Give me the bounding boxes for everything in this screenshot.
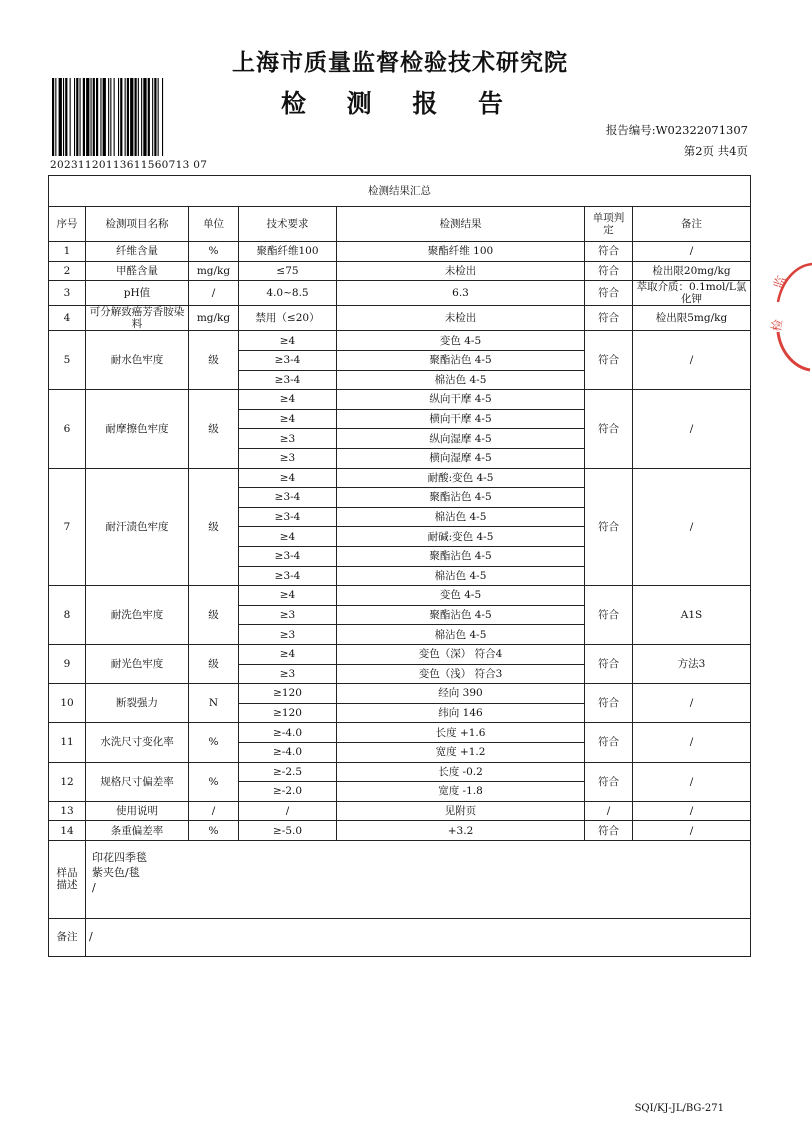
row-note: /: [633, 684, 751, 723]
seal-stamp: [769, 262, 812, 372]
header-requirement: 技术要求: [239, 207, 337, 242]
row-seq: 5: [49, 331, 86, 390]
barcode-bar: [91, 78, 92, 156]
table-row: [49, 331, 751, 351]
seal-text-2: 检: [769, 318, 786, 333]
remark-value: /: [86, 918, 751, 956]
barcode-bar: [130, 78, 133, 156]
barcode-bar: [148, 78, 150, 156]
row-note: 萃取介质：0.1mol/L氯化钾: [633, 281, 751, 306]
row-judgement: 符合: [585, 684, 633, 723]
barcode-bar: [96, 78, 98, 156]
row-requirement: ≥4: [239, 390, 337, 410]
row-requirement: ≥4: [239, 331, 337, 351]
table-row: [49, 762, 751, 782]
remark-label: 备注: [49, 918, 86, 956]
barcode-bar: [135, 78, 137, 156]
barcode-bar: [158, 78, 159, 156]
barcode-bar: [74, 78, 75, 156]
row-note: /: [633, 390, 751, 468]
row-result: 耐酸:变色 4-5: [337, 468, 585, 488]
table-row: [49, 586, 751, 606]
barcode-bar: [118, 78, 119, 156]
row-seq: 1: [49, 242, 86, 262]
row-result: 变色 4-5: [337, 586, 585, 606]
barcode-bar: [127, 78, 129, 156]
row-result: 宽度 +1.2: [337, 742, 585, 762]
table-row: [49, 390, 751, 410]
row-result: 横向湿摩 4-5: [337, 449, 585, 469]
row-requirement: ≥-4.0: [239, 723, 337, 743]
row-requirement: ≥3-4: [239, 546, 337, 566]
row-result: 纵向干摩 4-5: [337, 390, 585, 410]
row-requirement: ≥120: [239, 684, 337, 704]
row-unit: %: [189, 821, 239, 841]
row-note: /: [633, 242, 751, 262]
row-requirement: ≥3-4: [239, 566, 337, 586]
row-note: /: [633, 468, 751, 586]
row-seq: 11: [49, 723, 86, 762]
row-requirement: ≥3: [239, 429, 337, 449]
barcode-bar: [138, 78, 139, 156]
row-requirement: ≥3-4: [239, 507, 337, 527]
sample-description: [86, 840, 751, 918]
row-note: /: [633, 723, 751, 762]
row-requirement: ≥120: [239, 703, 337, 723]
table-row: [49, 644, 751, 664]
table-header-row: [49, 207, 751, 242]
row-unit: /: [189, 281, 239, 306]
row-note: /: [633, 762, 751, 801]
row-unit: /: [189, 801, 239, 821]
row-result: 棉沾色 4-5: [337, 625, 585, 645]
table-caption-row: [49, 176, 751, 207]
row-requirement: ≥3: [239, 664, 337, 684]
row-result: 宽度 -1.8: [337, 782, 585, 802]
barcode-bar: [162, 78, 163, 156]
row-item-name: 耐摩擦色牢度: [86, 390, 189, 468]
row-note: 方法3: [633, 644, 751, 683]
table-row: [49, 821, 751, 841]
row-requirement: 禁用（≤20）: [239, 306, 337, 331]
barcode-bar: [120, 78, 122, 156]
row-seq: 13: [49, 801, 86, 821]
row-item-name: 耐洗色牢度: [86, 586, 189, 645]
row-seq: 3: [49, 281, 86, 306]
row-result: 经向 390: [337, 684, 585, 704]
barcode-bar: [55, 78, 56, 156]
row-seq: 7: [49, 468, 86, 586]
organization-name: 上海市质量监督检验技术研究院: [232, 50, 568, 76]
barcode-bar: [86, 78, 89, 156]
page-info: 第2页 共4页: [683, 144, 748, 158]
row-requirement: ≥4: [239, 586, 337, 606]
header-result: 检测结果: [337, 207, 585, 242]
row-unit: 级: [189, 468, 239, 586]
row-seq: 8: [49, 586, 86, 645]
row-seq: 14: [49, 821, 86, 841]
barcode-bar: [76, 78, 78, 156]
row-item-name: 耐水色牢度: [86, 331, 189, 390]
row-result: 棉沾色 4-5: [337, 507, 585, 527]
header-judgement: 单项判定: [585, 207, 633, 242]
row-requirement: ≥3-4: [239, 351, 337, 371]
barcode-bar: [83, 78, 85, 156]
row-unit: mg/kg: [189, 306, 239, 331]
barcode-bar: [143, 78, 146, 156]
table-row: [49, 684, 751, 704]
barcode-bar: [114, 78, 115, 156]
seal-arc-bottom: [778, 332, 810, 370]
row-judgement: 符合: [585, 390, 633, 468]
header-seq: 序号: [49, 207, 86, 242]
row-unit: %: [189, 762, 239, 801]
row-requirement: /: [239, 801, 337, 821]
row-judgement: 符合: [585, 723, 633, 762]
row-requirement: ≥3: [239, 605, 337, 625]
row-unit: mg/kg: [189, 261, 239, 281]
row-unit: N: [189, 684, 239, 723]
remark-row: [49, 918, 751, 956]
row-unit: 级: [189, 586, 239, 645]
row-requirement: ≥3-4: [239, 370, 337, 390]
sample-description-line: 印花四季毯: [92, 850, 147, 864]
row-requirement: ≥3: [239, 449, 337, 469]
header-note: 备注: [633, 207, 751, 242]
sample-description-line: /: [92, 880, 96, 894]
row-requirement: ≤75: [239, 261, 337, 281]
results-table: [48, 175, 751, 957]
row-requirement: ≥4: [239, 527, 337, 547]
row-requirement: ≥3-4: [239, 488, 337, 508]
row-requirement: ≥-4.0: [239, 742, 337, 762]
table-row: [49, 261, 751, 281]
barcode-bar: [108, 78, 109, 156]
row-result: 见附页: [337, 801, 585, 821]
row-item-name: 可分解致癌芳香胺染料: [86, 306, 189, 331]
row-result: 聚酯沾色 4-5: [337, 605, 585, 625]
row-result: 纬向 146: [337, 703, 585, 723]
row-judgement: 符合: [585, 762, 633, 801]
row-unit: 级: [189, 390, 239, 468]
table-row: [49, 801, 751, 821]
row-item-name: 条重偏差率: [86, 821, 189, 841]
sample-description-line: 紫夹色/毯: [92, 865, 140, 879]
row-item-name: 规格尺寸偏差率: [86, 762, 189, 801]
sample-label: 样品描述: [49, 840, 86, 918]
row-unit: 级: [189, 331, 239, 390]
row-item-name: 甲醛含量: [86, 261, 189, 281]
row-seq: 4: [49, 306, 86, 331]
barcode-bar: [125, 78, 126, 156]
row-item-name: 耐汗渍色牢度: [86, 468, 189, 586]
row-item-name: 耐光色牢度: [86, 644, 189, 683]
row-seq: 9: [49, 644, 86, 683]
barcode-number: 20231120113611560713 07: [50, 159, 208, 171]
barcode-bar: [152, 78, 153, 156]
row-requirement: ≥3: [239, 625, 337, 645]
row-unit: %: [189, 723, 239, 762]
row-seq: 12: [49, 762, 86, 801]
row-result: 长度 -0.2: [337, 762, 585, 782]
table-row: [49, 281, 751, 306]
row-judgement: 符合: [585, 242, 633, 262]
row-result: 长度 +1.6: [337, 723, 585, 743]
table-row: [49, 242, 751, 262]
row-judgement: 符合: [585, 281, 633, 306]
row-seq: 10: [49, 684, 86, 723]
row-result: 横向干摩 4-5: [337, 409, 585, 429]
row-result: 变色（浅） 符合3: [337, 664, 585, 684]
row-judgement: /: [585, 801, 633, 821]
row-judgement: 符合: [585, 644, 633, 683]
row-result: +3.2: [337, 821, 585, 841]
barcode-bar: [100, 78, 101, 156]
row-note: /: [633, 331, 751, 390]
row-result: 变色 4-5: [337, 331, 585, 351]
row-judgement: 符合: [585, 261, 633, 281]
barcode-bar: [65, 78, 67, 156]
row-note: A1S: [633, 586, 751, 645]
sample-description-row: [49, 840, 751, 918]
header-unit: 单位: [189, 207, 239, 242]
table-row: [49, 723, 751, 743]
row-result: 聚酯沾色 4-5: [337, 546, 585, 566]
row-result: 纵向湿摩 4-5: [337, 429, 585, 449]
row-result: 未检出: [337, 261, 585, 281]
row-requirement: ≥-2.5: [239, 762, 337, 782]
row-item-name: 使用说明: [86, 801, 189, 821]
table-row: [49, 468, 751, 488]
row-seq: 2: [49, 261, 86, 281]
row-result: 未检出: [337, 306, 585, 331]
row-unit: %: [189, 242, 239, 262]
row-judgement: 符合: [585, 468, 633, 586]
header-item: 检测项目名称: [86, 207, 189, 242]
table-row: [49, 306, 751, 331]
row-unit: 级: [189, 644, 239, 683]
row-requirement: ≥4: [239, 468, 337, 488]
row-result: 6.3: [337, 281, 585, 306]
row-item-name: 纤维含量: [86, 242, 189, 262]
barcode-bar: [110, 78, 111, 156]
barcode-bar: [93, 78, 95, 156]
row-requirement: 聚酯纤维100: [239, 242, 337, 262]
barcode-bar: [154, 78, 156, 156]
row-result: 棉沾色 4-5: [337, 566, 585, 586]
row-judgement: 符合: [585, 586, 633, 645]
row-judgement: 符合: [585, 821, 633, 841]
barcode-bar: [80, 78, 81, 156]
row-judgement: 符合: [585, 306, 633, 331]
barcode-bar: [59, 78, 62, 156]
row-item-name: pH值: [86, 281, 189, 306]
row-note: /: [633, 801, 751, 821]
row-item-name: 水洗尺寸变化率: [86, 723, 189, 762]
form-code: SQI/KJ-JL/BG-271: [634, 1103, 724, 1114]
barcode: [52, 78, 200, 156]
row-result: 变色（深） 符合4: [337, 644, 585, 664]
barcode-bar: [63, 78, 64, 156]
barcode-bar: [70, 78, 71, 156]
seal-text-1: 监: [771, 274, 791, 292]
row-item-name: 断裂强力: [86, 684, 189, 723]
row-requirement: ≥4: [239, 409, 337, 429]
row-result: 聚酯纤维 100: [337, 242, 585, 262]
row-requirement: 4.0~8.5: [239, 281, 337, 306]
row-note: 检出限20mg/kg: [633, 261, 751, 281]
row-note: /: [633, 821, 751, 841]
row-requirement: ≥-2.0: [239, 782, 337, 802]
row-seq: 6: [49, 390, 86, 468]
table-caption: 检测结果汇总: [49, 176, 751, 207]
row-result: 棉沾色 4-5: [337, 370, 585, 390]
barcode-bar: [52, 78, 54, 156]
report-title: 检 测 报 告: [280, 89, 520, 118]
row-result: 耐碱:变色 4-5: [337, 527, 585, 547]
row-note: 检出限5mg/kg: [633, 306, 751, 331]
report-number: 报告编号:W02322071307: [605, 123, 748, 137]
row-judgement: 符合: [585, 331, 633, 390]
barcode-bar: [103, 78, 106, 156]
row-result: 聚酯沾色 4-5: [337, 351, 585, 371]
row-result: 聚酯沾色 4-5: [337, 488, 585, 508]
barcode-bar: [141, 78, 142, 156]
row-requirement: ≥-5.0: [239, 821, 337, 841]
row-requirement: ≥4: [239, 644, 337, 664]
